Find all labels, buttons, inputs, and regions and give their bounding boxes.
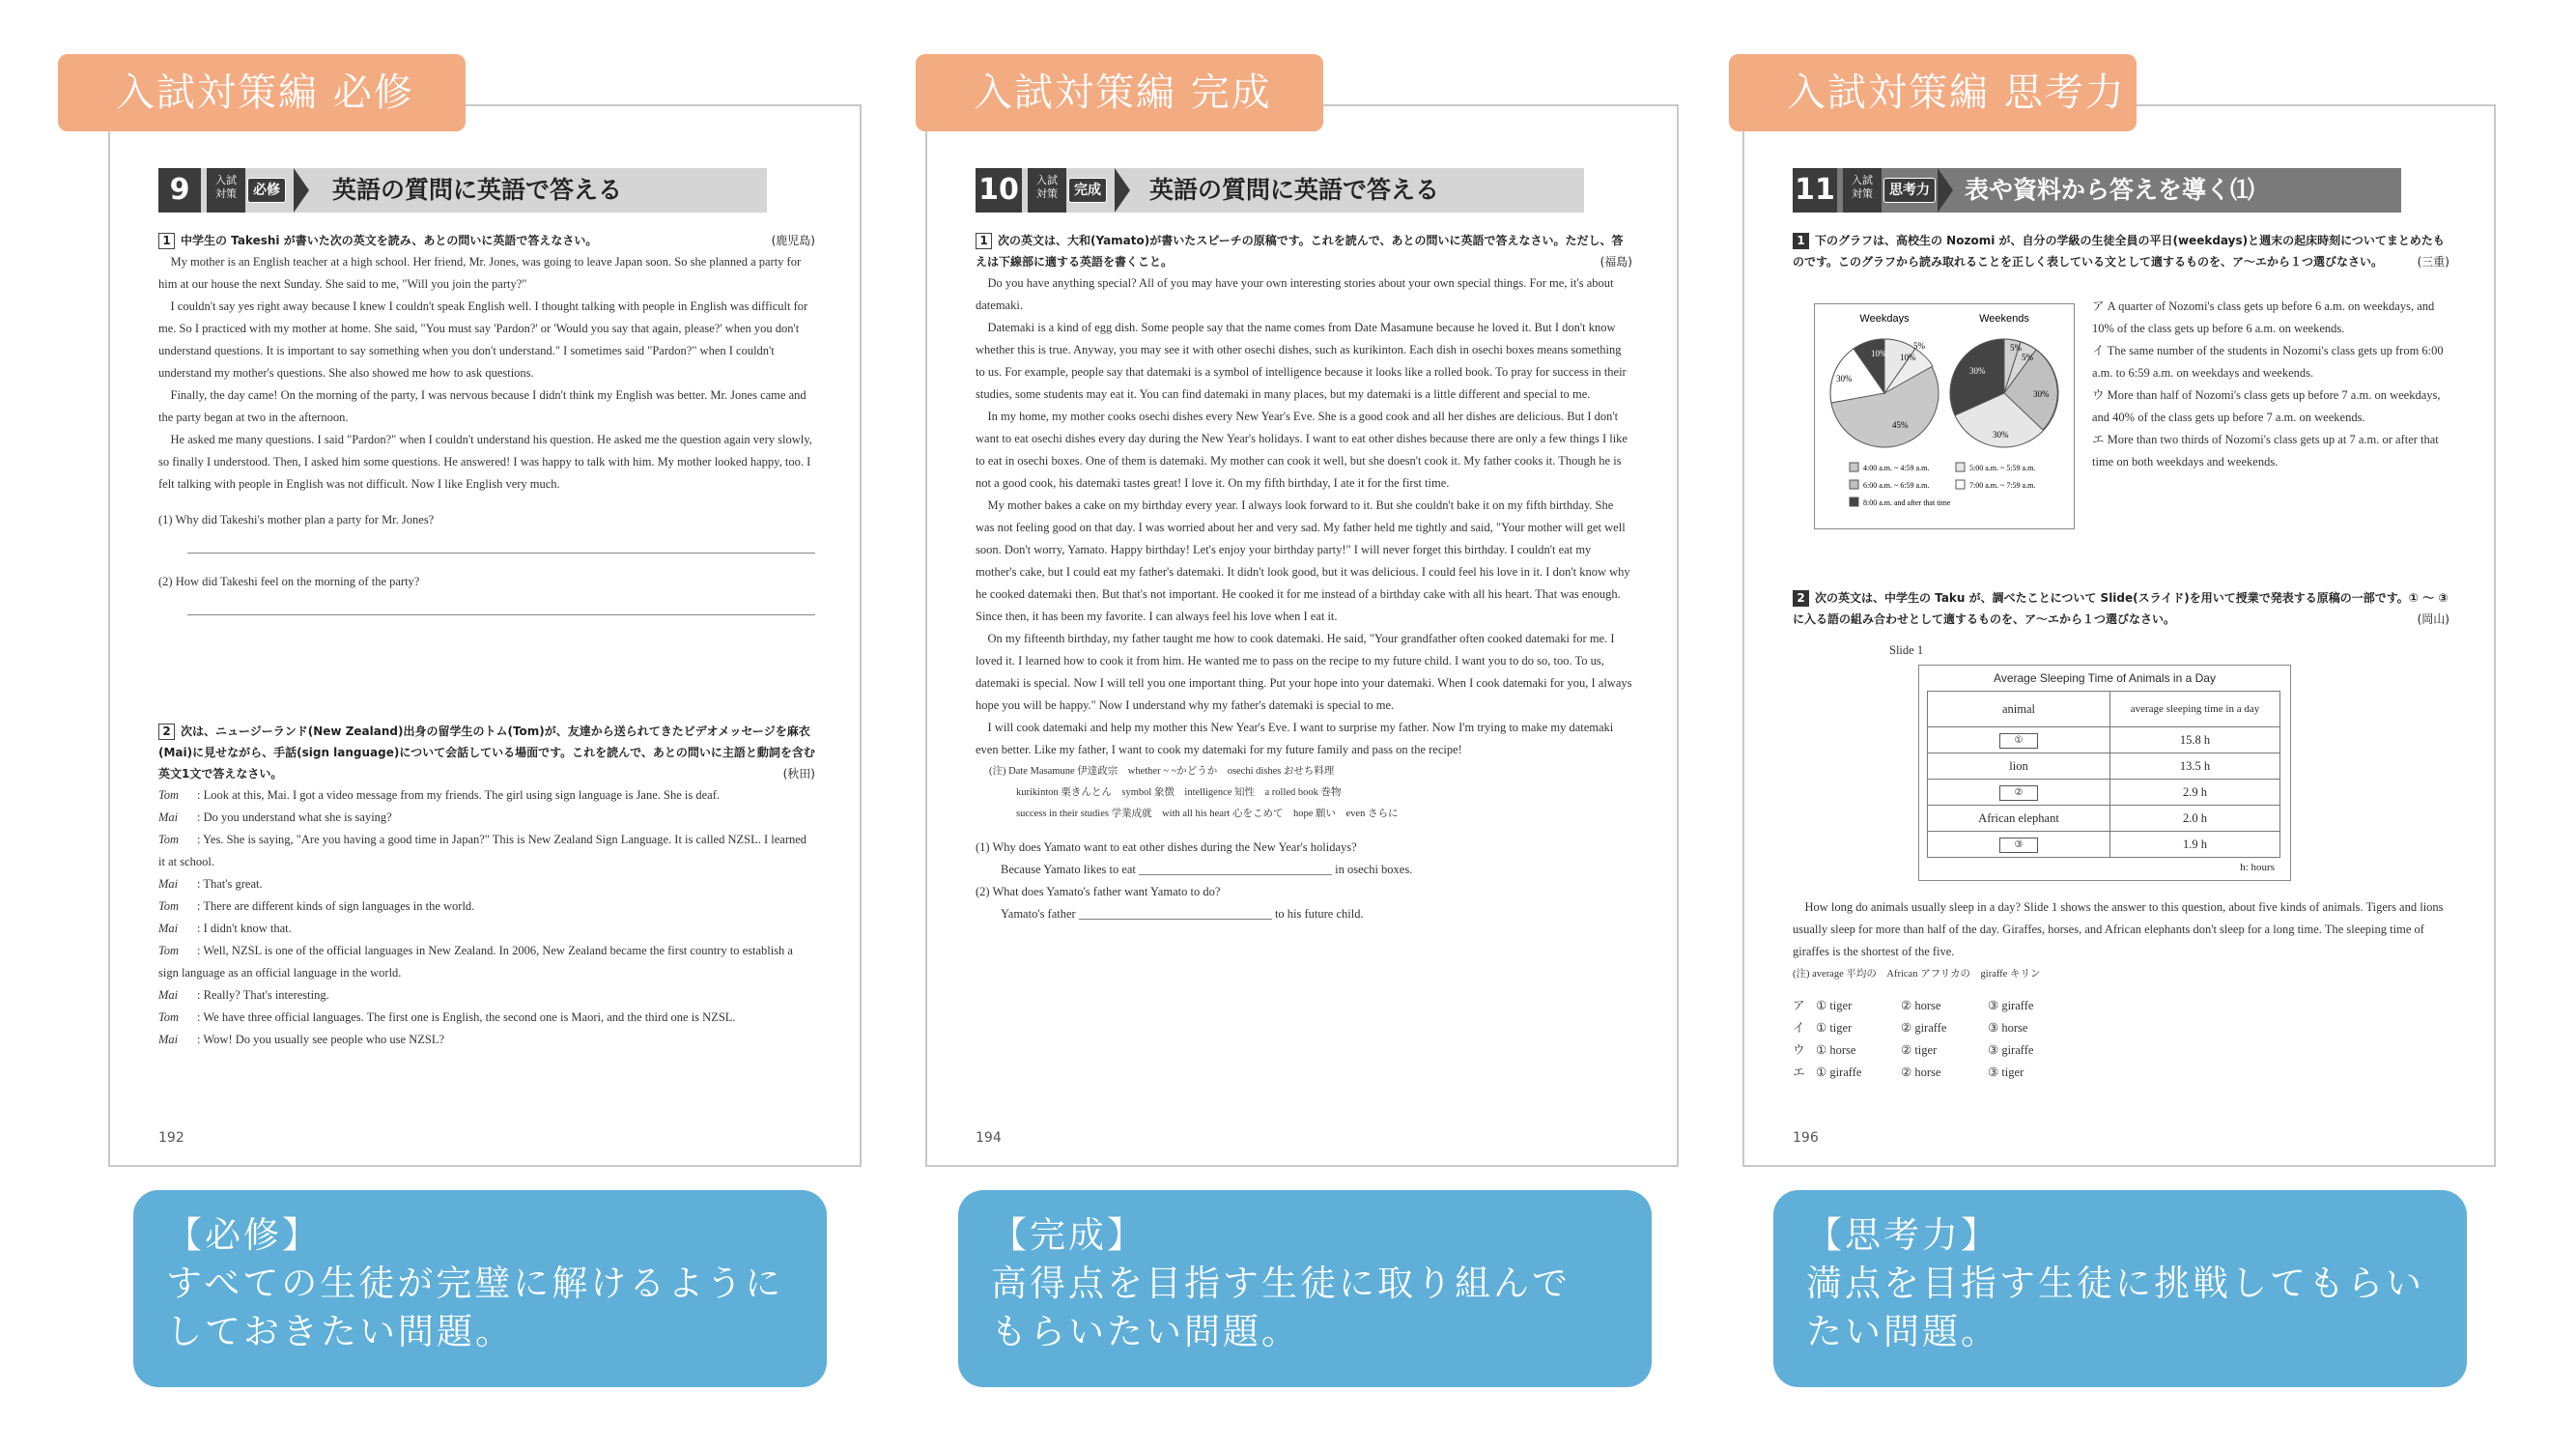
dialogue [158,784,815,1051]
table-row [1928,806,2280,832]
choice-row: ウ ① horse ② tiger ③ giraffe [1793,1043,2034,1057]
sub-question: (1) Why did Takeshi's mother plan a party for Mr. Jones? [158,513,435,526]
card-line: しておきたい問題。 [166,1311,514,1352]
page-number: 196 [1793,1130,1819,1146]
choices-q1 [2092,296,2449,473]
card-heading: 【思考力】 [1806,1214,1999,1256]
pie-label: 10% [1871,349,1887,358]
choices-q2 [1793,995,2449,1084]
passage-paragraph: My mother bakes a cake on my birthday every year. I always look forward to it. But she couldn't bake it on my fifth birthday. She was not feeling good on that day. I was worried about her and very sad. My father held me tightly and said, "Your mother will get well soon. Don't worry, Yamato. Happy birthday! Let's enjoy your birthday party!" I will never forget this birthday. I couldn't eat my mother's cake, but I could eat my father's datemaki. It didn't look good, but it was delicious. I could feel his love in it. I don't know why he cooked datemaki then. But that's not important. He cooked it for me instead of a birthday cake with all his heart. That was enough. Since then, it has been my favorite. I can always feel his love when I eat it. [976,498,1630,623]
legend-swatch [1850,463,1858,471]
tab-shikouryoku: 入試対策編 思考力 [1729,54,2137,131]
section-header [976,168,1584,213]
choice: ウ More than half of Nozomi's class gets up before 7 a.m. on weekdays, and 40% of the class gets up before 7 a.m. on weekends. [2092,388,2441,424]
section-label-top: 入試 [1852,174,1873,186]
table-cell: African elephant [1928,806,2110,832]
table-header: animal [1928,692,2110,727]
answer-line [187,597,815,615]
card-heading: 【完成】 [991,1214,1146,1256]
legend-swatch [1850,480,1858,489]
dialogue-line: Tom : There are different kinds of sign languages in the world. [158,899,475,913]
tab-hisshu: 入試対策編 必修 [58,54,466,131]
card-line: 高得点を目指す生徒に取り組んで [991,1263,1571,1304]
section-label-top: 入試 [1036,174,1058,186]
legend-swatch [1956,463,1965,471]
pie-title-weekdays: Weekdays [1859,313,1910,325]
question-instruction: 下のグラフは、高校生の Nozomi が、自分の学級の生徒全員の平日(weekdays)と週末の起床時刻についてまとめたものです。このグラフから読み取れることを正しく表している文として適するものを、ア〜エから１つ選びなさい。 [1793,234,2445,269]
vocab-notes [989,761,1632,825]
passage-paragraph: I couldn't say yes right away because I knew I couldn't speak English well. I thought talking with people in English was difficult for me. So I practiced with my mother at home. She said, "You must say 'Pardon?' or 'Would you say that again, please?' when you don't understand questions. It is important to say something when you don't understand." I sometimes said "Pardon?" when I couldn't understand my mother's questions. She also showed me how to ask questions. [158,299,808,380]
legend-item: 6:00 a.m. ~ 6:59 a.m. [1863,481,1930,490]
slide-table-frame [1918,665,2291,881]
pie-label: 30% [1969,366,1986,376]
section-number: 9 [158,168,201,213]
question-instruction: 次は、ニュージーランド(New Zealand)出身の留学生のトム(Tom)が、友達から送られてきたビデオメッセージを麻衣(Mai)に見せながら、手話(sign language)について会話している場面です。これを読んで、あとの問いに主語と動詞を含む英文1文で答えなさい。 [158,724,815,781]
table-title: Average Sleeping Time of Animals in a Day [1994,671,2216,685]
pie-label: 30% [1836,374,1853,384]
table-header: average sleeping time in a day [2110,692,2280,727]
dialogue-line: Mai : I didn't know that. [158,922,292,935]
passage-paragraph: How long do animals usually sleep in a day? Slide 1 shows the answer to this question, about five kinds of animals. Tigers and lions usually sleep for more than half of the day. Giraffes, horses, and African elephants don't sleep for a long time. The sleeping time of giraffes is the shortest of the five. [1793,900,2444,958]
section-header [158,168,767,213]
dialogue-line: Tom : Yes. She is saying, "Are you having a good time in Japan?" This is New Zealand Sign Language. It is called NZSL. I learned it at school. [158,833,807,868]
vocab-note: kurikinton 栗きんとん symbol 象徴 intelligence 知性 a rolled book 巻物 [1016,787,1342,798]
table-cell: 2.0 h [2110,806,2280,832]
workbook-page-3 [1742,104,2496,1167]
dialogue-line: Tom : Well, NZSL is one of the official languages in New Zealand. In 2006, New Zealand became the first country to establish a sign language as an official language in the world. [158,944,793,980]
section-label-bottom: 対策 [1036,187,1058,200]
question-instruction: 次の英文は、大和(Yamato)が書いたスピーチの原稿です。これを読んで、あとの問いに英語で答えなさい。ただし、答えは下線部に適する英語を書くこと。 [976,234,1624,269]
passage-paragraph: My mother is an English teacher at a high school. Her friend, Mr. Jones, was going to leave Japan soon. So she planned a party for him at our house the next Sunday. She said to me, "Will you join the party?" [158,255,802,291]
sub-question: (2) How did Takeshi feel on the morning of the party? [158,575,420,588]
tab-kansei: 入試対策編 完成 [916,54,1323,131]
section-label-top: 入試 [215,174,237,186]
choice-row: ア ① tiger ② horse ③ giraffe [1793,999,2034,1012]
section-title: 英語の質問に英語で答える [332,176,623,204]
dialogue-line: Mai : Do you understand what she is saying? [158,810,392,824]
question-1: 1 次の英文は、大和(Yamato)が書いたスピーチの原稿です。これを読んで、あとの問いに英語で答えなさい。ただし、答えは下線部に適する英語を書くこと。 (福島) Do you have anything special? All of you may have your own interesting stories about your own special things. For me, it's about datemaki. Datemaki is a kind of egg dish. Some people say that the name comes from Date Masamune because he loved it. But I don't know whether this is true. Anyway, you may see it with other osechi dishes, such as kurikinton. Each dish in osechi boxes means something to us. For example, people say that datemaki is a symbol of intelligence because it looks like a rolled book. To pray for success in their studies, some students may eat it. You can find datemaki in many places, but my datemaki is a little different and special to me. In my home, my mother cooks osechi dishes every New Year's Eve. She is a good cook and all her dishes are delicious. But I don't want to eat osechi dishes every day during the New Year's holidays. I want to eat other dishes because there are only a few things I like to eat in osechi boxes. One of them is datemaki. My mother can cook it well, but she doesn't cook it. My father cooks it. Though he is not a good cook, his datemaki tastes great! I love it. On my fifth birthday, I ate it for the first time. My mother bakes a cake on my birthday every year. I always look forward to it. But she couldn't bake it on my fifth birthday. She was not feeling good on that day. I was worried about her and very sad. My father held me tightly and said, "Your mother will get well soon. Don't worry, Yamato. Happy birthday! Let's enjoy your birthday party!" I will never forget this birthday. I couldn't eat my mother's cake, but I could eat my father's datemaki. It didn't look good, but it was delicious. I could feel his love in it. I don't know why he cooked datemaki then. But that's not important. He cooked it for me instead of a birthday cake with all his heart. That was enough. Since then, it has been my favorite. I can always feel his love when I eat it. On my fifteenth birthday, my father taught me how to cook datemaki. He said, "Your grandfather often cooked datemaki for me. I loved it. I learned how to cook it from him. He wanted me to pass on the recipe to my future child. I want you to do so, too. To us, datemaki is special. Now I will tell you one important thing. Put your hope into your datemaki. When I cook datemaki for you, I always hope you will be happy." Now I understand why my father's datemaki is special to me. I will cook datemaki and help my mother this New Year's Eve. I want to surprise my father. Now I'm trying to make my datemaki even better. Like my father, I want to cook my datemaki for my future family and pass on the recipe! (注) Date Masamune 伊達政宗 whether ~ ~かどうか osechi dishes おせち料理 kurikinton 栗きんとん symbol 象徴 intelligence 知性 a rolled book 巻物 success in their studies 学業成就 with all his heart 心をこめて hope 願い even さらに (1) Why does Yamato want to eat other dishes during the New Year's holidays? Because Yamato likes to eat ________________________________ in osechi boxes. (2) What does Yamato's father want Yamato to do? Yamato's father ________________________________ to his future child. [976,230,1632,925]
passage-paragraph: Finally, the day came! On the morning of the party, I was nervous because I didn't think my English was better. Mr. Jones came and the party began at two in the afternoon. [158,388,807,424]
question-source: (秋田) [782,767,815,781]
slide-label: Slide 1 [1889,643,1924,657]
pie-charts [1815,304,2074,528]
blank-box: ② [1999,785,2038,801]
section-title: 英語の質問に英語で答える [1149,176,1440,204]
section-label-bottom: 対策 [215,187,237,200]
question-instruction: 次の英文は、中学生の Taku が、調べたことについて Slide(スライド)を用いて授業で発表する原稿の一部です。① 〜 ③ に入る語の組み合わせとして適するものを、ア〜エから１つ選びなさい。 [1793,591,2449,626]
card-line: すべての生徒が完璧に解けるように [166,1263,784,1304]
page-number: 194 [976,1130,1002,1146]
question-2: 2 次は、ニュージーランド(New Zealand)出身の留学生のトム(Tom)が、友達から送られてきたビデオメッセージを麻衣(Mai)に見せながら、手話(sign language)について会話している場面です。これを読んで、あとの問いに主語と動詞を含む英文1文で答えなさい。 (秋田) Tom : Look at this, Mai. I got a video message from my friends. The girl using sign language is Jane. She is deaf. Mai : Do you understand what she is saying? Tom : Yes. She is saying, "Are you having a good time in Japan?" This is New Zealand Sign Language. It is called NZSL. I learned it at school. Mai : That's great. Tom : There are different kinds of sign languages in the world. Mai : I didn't know that. Tom : Well, NZSL is one of the official languages in New Zealand. In 2006, New Zealand became the first country to establish a sign language as an official language in the world. Mai : Really? That's interesting. Tom : We have three official languages. The first one is English, the second one is Maori, and the third one is NZSL. Mai : Wow! Do you usually see people who use NZSL? [158,721,815,1051]
blank-box: ③ [1999,838,2038,853]
table-cell: lion [1928,753,2110,780]
section-number: 11 [1793,168,1837,213]
table-row [1928,727,2280,753]
passage-paragraph: Do you have anything special? All of you may have your own interesting stories about your own special things. For me, it's about datemaki. [976,276,1614,312]
question-source: (岡山) [2417,612,2449,626]
pie-label: 5% [1913,341,1925,351]
passage-paragraph: He asked me many questions. I said "Pardon?" when I couldn't understand his question. He asked me the question again very slowly, so finally I understood. Then, I asked him some questions. He answered! I was happy to talk with him. My mother looked happy, too. I felt talking with people in English was not difficult. Now I like English very much. [158,433,812,491]
pie-label: 30% [2033,389,2050,399]
question-1: 1 下のグラフは、高校生の Nozomi が、自分の学級の生徒全員の平日(weekdays)と週末の起床時刻についてまとめたものです。このグラフから読み取れることを正しく表している文として適するものを、ア〜エから１つ選びなさい。 (三重) [1793,230,2449,272]
pie-label: 30% [1993,430,2009,440]
section-header [1793,168,2401,213]
question-source: (三重) [2417,255,2449,269]
passage-paragraph: In my home, my mother cooks osechi dishes every New Year's Eve. She is a good cook and all her dishes are delicious. But I don't want to eat osechi dishes every day during the New Year's holidays. I want to eat other dishes because there are only a few things I like to eat in osechi boxes. One of them is datemaki. My mother can cook it well, but she doesn't cook it. My father cooks it. Though he is not a good cook, his datemaki tastes great! I love it. On my fifth birthday, I ate it for the first time. [976,410,1628,490]
section-title: 表や資料から答えを導く⑴ [1965,176,2255,204]
legend-swatch [1850,497,1858,506]
page-number: 192 [158,1130,184,1146]
table-cell: 15.8 h [2110,727,2280,753]
table-row [1928,780,2280,806]
level-badge: 完成 [1068,178,1107,203]
table-cell: 2.9 h [2110,780,2280,806]
workbook-page-1 [108,104,862,1167]
choice: エ More than two thirds of Nozomi's class gets up at 7 a.m. or after that time on both weekdays and weekends. [2092,433,2439,469]
table-row [1928,832,2280,858]
card-kansei [958,1190,1652,1387]
legend-item: 4:00 a.m. ~ 4:59 a.m. [1863,464,1930,472]
dialogue-line: Mai : Really? That's interesting. [158,988,329,1002]
question-source: (鹿児島) [771,234,815,247]
q2-passage [1793,896,2449,1084]
choice: イ The same number of the students in Nozomi's class gets up from 6:00 a.m. to 6:59 a.m. on weekdays and weekends. [2092,344,2444,380]
section-label-bottom: 対策 [1852,187,1873,200]
legend-item: 8:00 a.m. and after that time [1863,498,1951,507]
answer-prompt: Because Yamato likes to eat ________________________________ in osechi boxes. [1001,863,1413,876]
pie-chart-figure [1814,303,2075,529]
card-heading: 【必修】 [166,1214,321,1256]
passage-paragraph: Datemaki is a kind of egg dish. Some people say that the name comes from Date Masamune because he loved it. But I don't know whether this is true. Anyway, you may see it with other osechi dishes, such as kurikinton. Each dish in osechi boxes means something to us. For example, people say that datemaki is a symbol of intelligence because it looks like a rolled book. To pray for success in their studies, some students may eat it. You can find datemaki in many places, but my datemaki is a little different and special to me. [976,321,1627,401]
card-hisshu [133,1190,827,1387]
choice-row: イ ① tiger ② giraffe ③ horse [1793,1021,2028,1035]
card-shikouryoku [1773,1190,2467,1387]
table-cell: 1.9 h [2110,832,2280,858]
answer-line [187,535,815,554]
level-badge: 必修 [247,178,286,203]
table-row [1928,753,2280,780]
sub-question: (2) What does Yamato's father want Yamato to do? [976,885,1221,898]
choice: ア A quarter of Nozomi's class gets up before 6 a.m. on weekdays, and 10% of the class gets up before 6 a.m. on weekends. [2092,299,2435,335]
workbook-page-2 [925,104,1679,1167]
table-unit: h: hours [2240,862,2275,873]
sub-question: (1) Why does Yamato want to eat other dishes during the New Year's holidays? [976,840,1357,854]
vocab-note: success in their studies 学業成就 with all his heart 心をこめて hope 願い even さらに [1016,809,1399,819]
pie-label: 5% [2010,343,2022,353]
section-number: 10 [976,168,1022,213]
dialogue-line: Tom : We have three official languages. The first one is English, the second one is Maori, and the third one is NZSL. [158,1010,736,1024]
choice-row: エ ① giraffe ② horse ③ tiger [1793,1065,2024,1079]
blank-box: ① [1999,733,2038,749]
question-2: 2 次の英文は、中学生の Taku が、調べたことについて Slide(スライド)を用いて授業で発表する原稿の一部です。① 〜 ③ に入る語の組み合わせとして適するものを、ア〜エから１つ選びなさい。 (岡山) [1793,587,2449,630]
vocab-note: (注) Date Masamune 伊達政宗 whether ~ ~かどうか osechi dishes おせち料理 [989,766,1335,777]
table-header-row [1928,692,2280,727]
card-line: もらいたい問題。 [991,1311,1300,1352]
sleep-table [1927,691,2280,858]
question-source: (福島) [1599,255,1632,269]
card-line: 満点を目指す生徒に挑戦してもらい [1806,1263,2424,1304]
pie-label: 5% [2022,353,2033,362]
table-cell: 13.5 h [2110,753,2280,780]
card-line: たい問題。 [1806,1311,1999,1352]
pie-label: 10% [1900,353,1916,362]
pie-label: 45% [1892,420,1909,430]
answer-prompt: Yamato's father ________________________________ to his future child. [1001,907,1364,921]
question-instruction: 中学生の Takeshi が書いた次の英文を読み、あとの問いに英語で答えなさい。 [181,234,598,247]
dialogue-line: Mai : That's great. [158,877,263,891]
passage-paragraph: I will cook datemaki and help my mother this New Year's Eve. I want to surprise my father. Now I'm trying to make my datemaki even better. Like my father, I want to cook my datemaki for my future family and pass on the recipe! [976,721,1614,756]
legend-item: 7:00 a.m. ~ 7:59 a.m. [1969,481,2036,490]
legend-swatch [1956,480,1965,489]
dialogue-line: Mai : Wow! Do you usually see people who use NZSL? [158,1033,445,1046]
pie-title-weekends: Weekends [1979,313,2029,325]
dialogue-line: Tom : Look at this, Mai. I got a video message from my friends. The girl using sign language is Jane. She is deaf. [158,788,720,802]
legend-item: 5:00 a.m. ~ 5:59 a.m. [1969,464,2036,472]
question-1: 1 中学生の Takeshi が書いた次の英文を読み、あとの問いに英語で答えなさい。 (鹿児島) My mother is an English teacher at a high school. Her friend, Mr. Jones, was going to leave Japan soon. So she planned a party for him at our house the next Sunday. She said to me, "Will you join the party?" I couldn't say yes right away because I knew I couldn't speak English well. I thought talking with people in English was difficult for me. So I practiced with my mother at home. She said, "You must say 'Pardon?' or 'Would you say that again, please?' when you don't understand questions. It is important to say something when you don't understand." I sometimes said "Pardon?" when I couldn't understand my mother's questions. She also showed me how to ask questions. Finally, the day came! On the morning of the party, I was nervous because I didn't think my English was better. Mr. Jones came and the party began at two in the afternoon. He asked me many questions. I said "Pardon?" when I couldn't understand his question. He asked me the question again very slowly, so finally I understood. Then, I asked him some questions. He answered! I was happy to talk with him. My mother looked happy, too. I felt talking with people in English was not difficult. Now I like English very much. (1) Why did Takeshi's mother plan a party for Mr. Jones? (2) How did Takeshi feel on the morning of the party? [158,230,815,633]
passage-paragraph: On my fifteenth birthday, my father taught me how to cook datemaki. He said, "Your grandfather often cooked datemaki for me. I loved it. I learned how to cook it from him. He wanted me to pass on the recipe to my future child. I want you to do so, too. To us, datemaki is special. Now I will tell you one important thing. Put your hope into your datemaki. When I cook datemaki for you, I always hope you will be happy." Now I understand why my father's datemaki is special to me. [976,632,1632,712]
vocab-note: (注) average 平均の African アフリカの giraffe キリン [1793,969,2041,980]
level-badge: 思考力 [1883,178,1936,203]
